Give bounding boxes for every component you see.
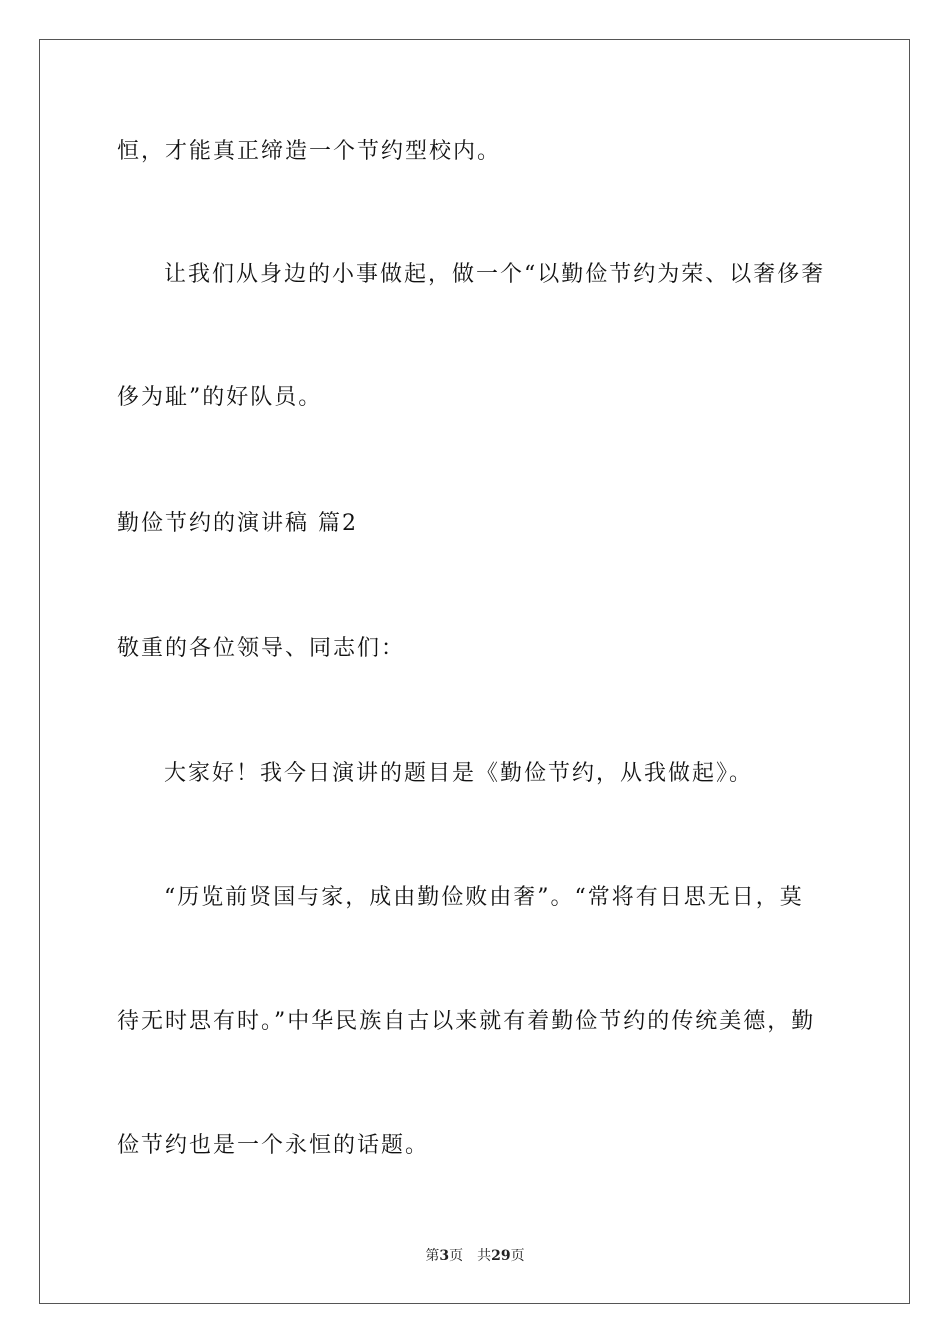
body-line-6: 大家好！我今日演讲的题目是《勤俭节约，从我做起》。 xyxy=(164,761,754,786)
salutation: 敬重的各位领导、同志们： xyxy=(117,636,406,661)
page-footer xyxy=(0,1246,950,1266)
total-suffix: 页 xyxy=(510,1248,525,1264)
page-number: 3 xyxy=(439,1248,450,1264)
body-line-1: 恒，才能真正缔造一个节约型校内。 xyxy=(117,139,502,164)
page-suffix: 页 xyxy=(449,1248,464,1264)
body-line-2: 让我们从身边的小事做起，做一个“以勤俭节约为荣、以奢侈奢 xyxy=(164,262,826,287)
body-line-7: “历览前贤国与家，成由勤俭败由奢”。“常将有日思无日，莫 xyxy=(164,885,804,910)
page-prefix: 第 xyxy=(425,1248,440,1264)
section-heading: 勤俭节约的演讲稿 篇2 xyxy=(117,511,358,536)
body-line-9: 俭节约也是一个永恒的话题。 xyxy=(117,1133,430,1158)
body-line-3: 侈为耻”的好队员。 xyxy=(117,385,323,410)
total-prefix: 共 xyxy=(477,1248,492,1264)
total-pages: 29 xyxy=(491,1248,511,1264)
body-line-8: 待无时思有时。”中华民族自古以来就有着勤俭节约的传统美德，勤 xyxy=(117,1009,816,1034)
page-frame xyxy=(39,39,910,1304)
